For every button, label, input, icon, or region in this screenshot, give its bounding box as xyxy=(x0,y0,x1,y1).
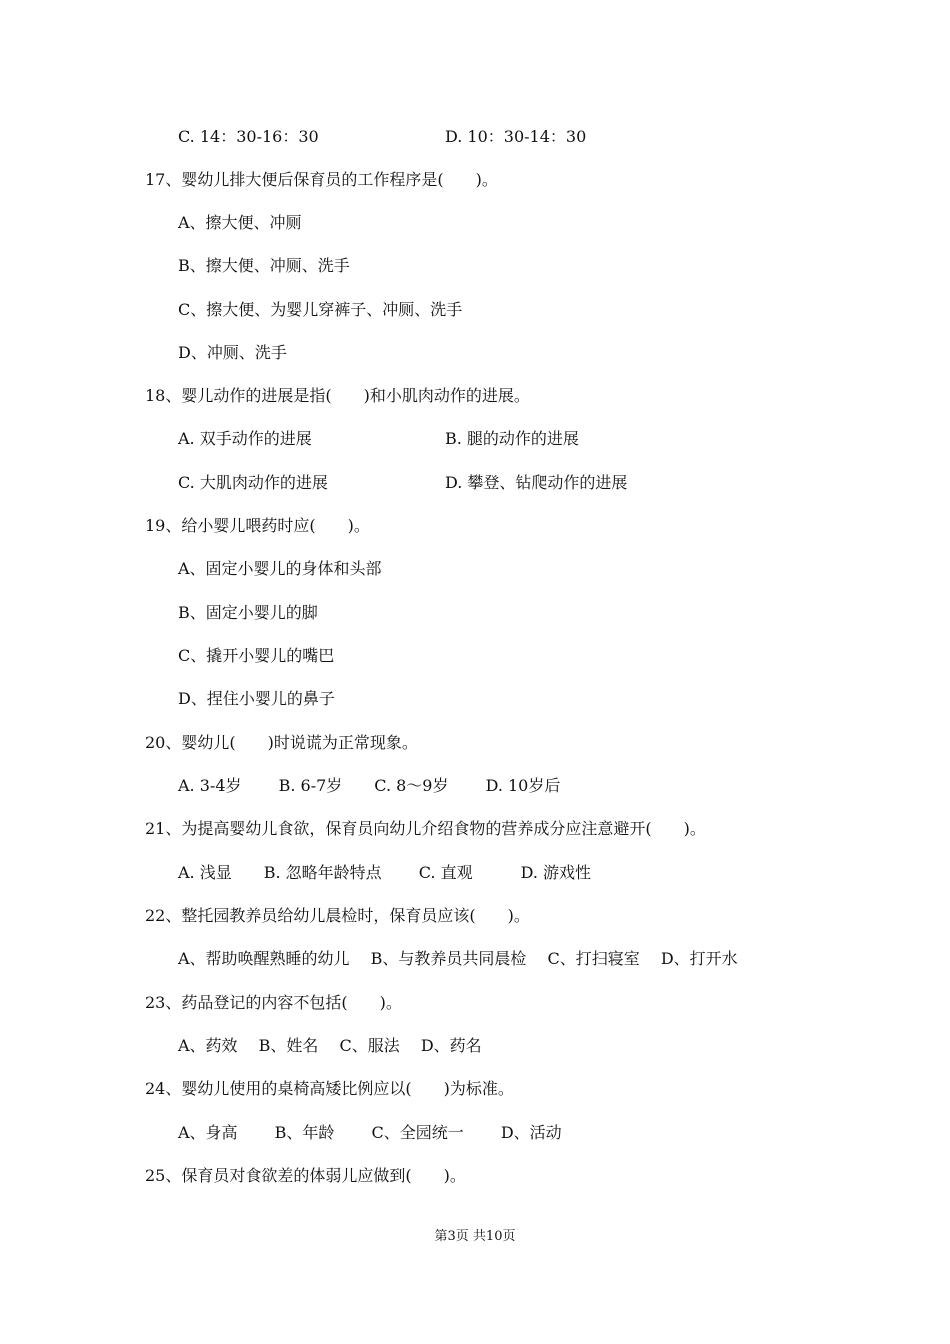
question-23: 23、药品登记的内容不包括( )。 xyxy=(145,993,402,1012)
question-22: 22、整托园教养员给幼儿晨检时，保育员应该( )。 xyxy=(145,906,530,925)
option-line: B. 腿的动作的进展 xyxy=(445,429,579,448)
option-line: D. 攀登、钻爬动作的进展 xyxy=(445,473,628,492)
option-line: A. 浅显 B. 忽略年龄特点 C. 直观 D. 游戏性 xyxy=(178,863,592,882)
option-line: B、擦大便、冲厕、洗手 xyxy=(178,256,350,275)
option-line: A、身高 B、年龄 C、全园统一 D、活动 xyxy=(178,1123,562,1142)
question-20: 20、婴幼儿( )时说谎为正常现象。 xyxy=(145,733,418,752)
option-line: A、药效 B、姓名 C、服法 D、药名 xyxy=(178,1036,482,1055)
page-footer: 第3页 共10页 xyxy=(434,1229,516,1244)
option-line: A. 双手动作的进展 xyxy=(178,429,312,448)
option-line: D、捏住小婴儿的鼻子 xyxy=(178,689,335,708)
option-line: A、帮助唤醒熟睡的幼儿 B、与教养员共同晨检 C、打扫寝室 D、打开水 xyxy=(178,949,738,968)
option-line: A、擦大便、冲厕 xyxy=(178,213,302,232)
question-19: 19、给小婴儿喂药时应( )。 xyxy=(145,516,370,535)
option-line: A. 3-4岁 B. 6-7岁 C. 8～9岁 D. 10岁后 xyxy=(178,776,561,795)
option-line: C. 14：30-16：30 xyxy=(178,127,319,146)
question-17: 17、婴幼儿排大便后保育员的工作程序是( )。 xyxy=(145,170,498,189)
option-line: C. 大肌肉动作的进展 xyxy=(178,473,328,492)
option-line: C、撬开小婴儿的嘴巴 xyxy=(178,646,335,665)
option-line: C、擦大便、为婴儿穿裤子、冲厕、洗手 xyxy=(178,300,463,319)
question-25: 25、保育员对食欲差的体弱儿应做到( )。 xyxy=(145,1166,466,1185)
question-18: 18、婴儿动作的进展是指( )和小肌肉动作的进展。 xyxy=(145,386,530,405)
option-line: D. 10：30-14：30 xyxy=(445,127,587,146)
option-line: D、冲厕、洗手 xyxy=(178,343,287,362)
option-line: B、固定小婴儿的脚 xyxy=(178,603,318,622)
question-24: 24、婴幼儿使用的桌椅高矮比例应以( )为标准。 xyxy=(145,1079,514,1098)
question-21: 21、为提高婴幼儿食欲，保育员向幼儿介绍食物的营养成分应注意避开( )。 xyxy=(145,819,706,838)
option-line: A、固定小婴儿的身体和头部 xyxy=(178,559,382,578)
